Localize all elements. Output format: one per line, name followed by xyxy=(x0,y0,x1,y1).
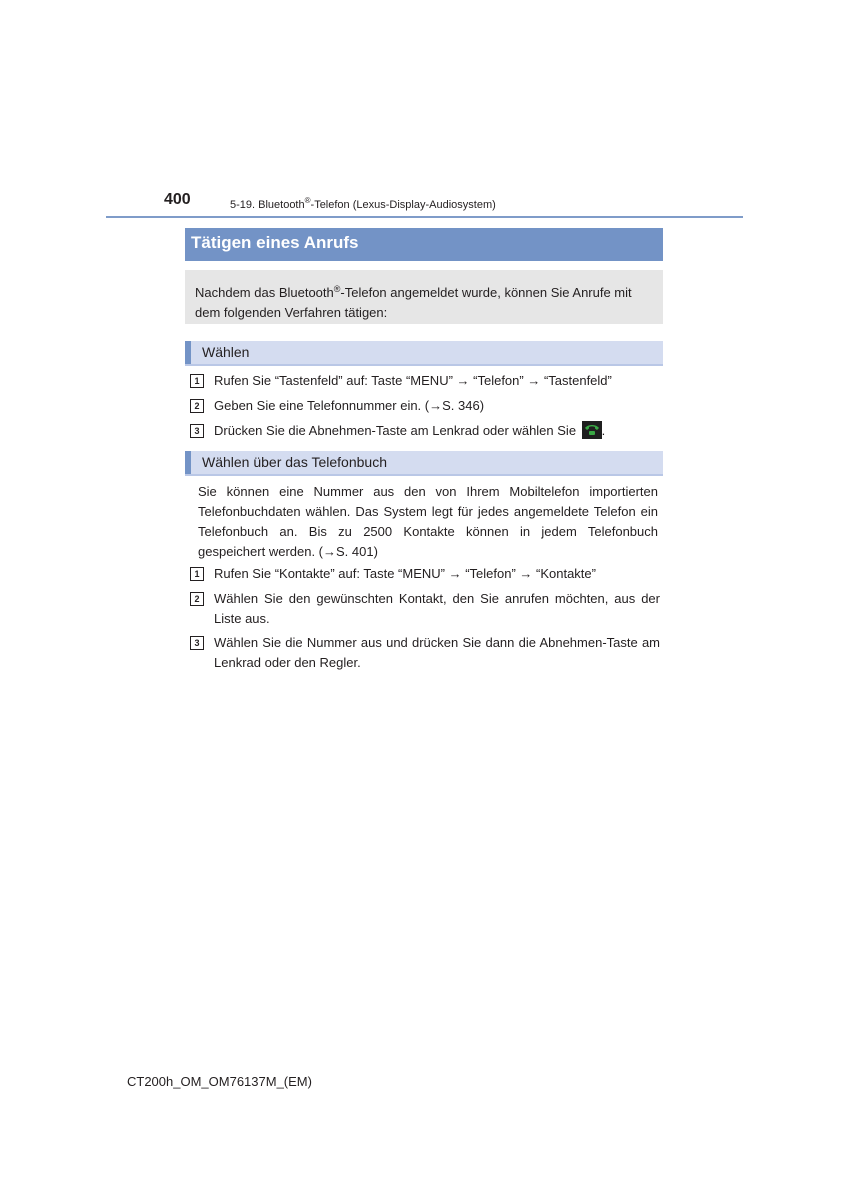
step-suffix: . xyxy=(601,423,606,438)
step-text: Drücken Sie die Abnehmen-Taste am Lenkrad oder wählen Sie xyxy=(214,423,577,438)
step-number: 2 xyxy=(190,399,204,413)
registered-mark: ® xyxy=(304,196,311,205)
intro-box xyxy=(185,270,663,324)
step-text: Rufen Sie “Tastenfeld” auf: Taste “MENU” → “Telefon” → “Tastenfeld” xyxy=(214,373,612,388)
intro-post: -Telefon angemeldet wurde, können Sie Anrufe mit dem folgenden Verfahren tätigen: xyxy=(195,285,632,320)
subheading-label: Wählen über das Telefonbuch xyxy=(202,454,387,470)
step-text-row xyxy=(214,421,660,441)
step-item xyxy=(190,589,660,629)
subheading-waehlen xyxy=(185,341,663,366)
step-text: Wählen Sie die Nummer aus und drücken Sie dann die Abnehmen-Taste am Lenkrad oder den Regler. xyxy=(214,635,660,670)
step-text: Rufen Sie “Kontakte” auf: Taste “MENU” → “Telefon” → “Kontakte” xyxy=(214,566,596,581)
footer-code: CT200h_OM_OM76137M_(EM) xyxy=(127,1074,312,1089)
section-title: Tätigen eines Anrufs xyxy=(185,228,663,261)
step-item xyxy=(190,396,660,416)
subheading-rule xyxy=(185,474,663,476)
step-item xyxy=(190,564,660,584)
running-head-pre: 5-19. Bluetooth xyxy=(230,199,305,211)
step-item xyxy=(190,633,660,673)
header-rule xyxy=(106,216,743,218)
subheading-rule xyxy=(185,364,663,366)
running-head xyxy=(230,196,496,211)
step-number: 1 xyxy=(190,567,204,581)
step-item xyxy=(190,421,660,441)
step-number: 2 xyxy=(190,592,204,606)
subheading-telefonbuch xyxy=(185,451,663,476)
body-paragraph: Sie können eine Nummer aus den von Ihrem Mobiltelefon importierten Telefonbuchdaten wählen. Das System legt für jedes angemeldete Telefon ein Telefonbuch an. Bis zu 2500 Kontakte können in jedem Telefonbuch gespeichert werden. (→S. 401) xyxy=(198,484,658,559)
registered-mark: ® xyxy=(333,284,341,294)
step-text: Geben Sie eine Telefonnummer ein. (→S. 346) xyxy=(214,398,485,413)
subheading-label: Wählen xyxy=(202,344,250,360)
step-number: 1 xyxy=(190,374,204,388)
intro-pre: Nachdem das Bluetooth xyxy=(195,285,334,300)
step-number: 3 xyxy=(190,636,204,650)
page-number: 400 xyxy=(164,191,191,208)
step-text: Wählen Sie den gewünschten Kontakt, den Sie anrufen möchten, aus der Liste aus. xyxy=(214,591,660,626)
running-head-post: -Telefon (Lexus-Display-Audiosystem) xyxy=(310,199,496,211)
step-item xyxy=(190,371,660,391)
phone-offhook-icon xyxy=(582,421,602,439)
step-number: 3 xyxy=(190,424,204,438)
